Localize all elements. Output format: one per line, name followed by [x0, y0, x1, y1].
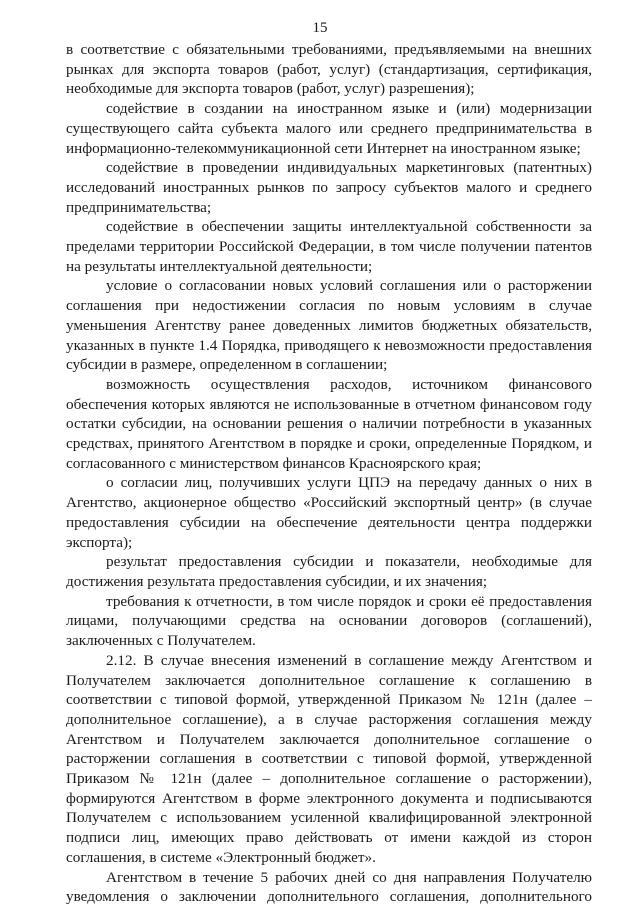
paragraph-5: условие о согласовании новых условий соглашения или о расторжении соглашения при недостижении согласия по новым условиям в случае уменьшения Агентству ранее доведенных лимитов бюджетных обязательств, указанных в пункте 1.4 Порядка, приводящего к невозможности предоставления субсидии в размере, определенном в соглашении; — [66, 277, 592, 374]
paragraph-7: о согласии лиц, получивших услуги ЦПЭ на передачу данных о них в Агентство, акционерное общество «Российский экспортный центр» (в случае предоставления субсидии на обеспечение деятельности центра поддержки экспорта); — [66, 474, 592, 551]
paragraph-3: содействие в проведении индивидуальных маркетинговых (патентных) исследований иностранных рынков по запросу субъектов малого и среднего предпринимательства; — [66, 159, 592, 216]
paragraph-8: результат предоставления субсидии и показатели, необходимые для достижения результата предоставления субсидии, и их значения; — [66, 553, 592, 590]
paragraph-4: содействие в обеспечении защиты интеллектуальной собственности за пределами территории Российской Федерации, в том числе получении патентов на результаты интеллектуальной деятельности; — [66, 218, 592, 275]
paragraph-1: в соответствие с обязательными требованиями, предъявляемыми на внешних рынках для экспорта товаров (работ, услуг) (стандартизация, сертификация, необходимые для экспорта товаров (работ, услуг) разрешения); — [66, 41, 592, 98]
paragraph-9: требования к отчетности, в том числе порядок и сроки её предоставления лицами, получающими средства на основании договоров (соглашений), заключенных с Получателем. — [66, 592, 592, 650]
paragraph-11: Агентством в течение 5 рабочих дней со дня направления Получателю уведомления о заключении дополнительного соглашения, дополнительного — [66, 868, 592, 906]
paragraph-6: возможность осуществления расходов, источником финансового обеспечения которых являются не использованные в отчетном финансовом году остатки субсидии, на основании решения о наличии потребности в указанных средствах, принятого Агентством в порядке и сроки, определенные Порядком, и согласованного с министерством финансов Красноярского края; — [66, 375, 592, 472]
document-body — [66, 40, 592, 907]
paragraph-10: 2.12. В случае внесения изменений в соглашение между Агентством и Получателем заключается дополнительное соглашение к соглашению в соответствии с типовой формой, утвержденной Приказом № 121н (далее – дополнительное соглашение), а в случае расторжения соглашения между Агентством и Получателем заключается дополнительное соглашение о расторжении соглашения в соответствии с типовой формой, утвержденной Приказом № 121н (далее – дополнительное соглашение о расторжении), формируются Агентством в форме электронного документа и подписываются Получателем с использованием усиленной квалифицированной электронной подписи лиц, имеющих право действовать от имени каждой из сторон соглашения, в системе «Электронный бюджет». — [66, 651, 592, 866]
paragraph-2: содействие в создании на иностранном языке и (или) модернизации существующего сайта субъекта малого или среднего предпринимательства в информационно-телекоммуникационной сети Интернет на иностранном языке; — [66, 100, 592, 157]
page-number: 15 — [312, 20, 328, 36]
